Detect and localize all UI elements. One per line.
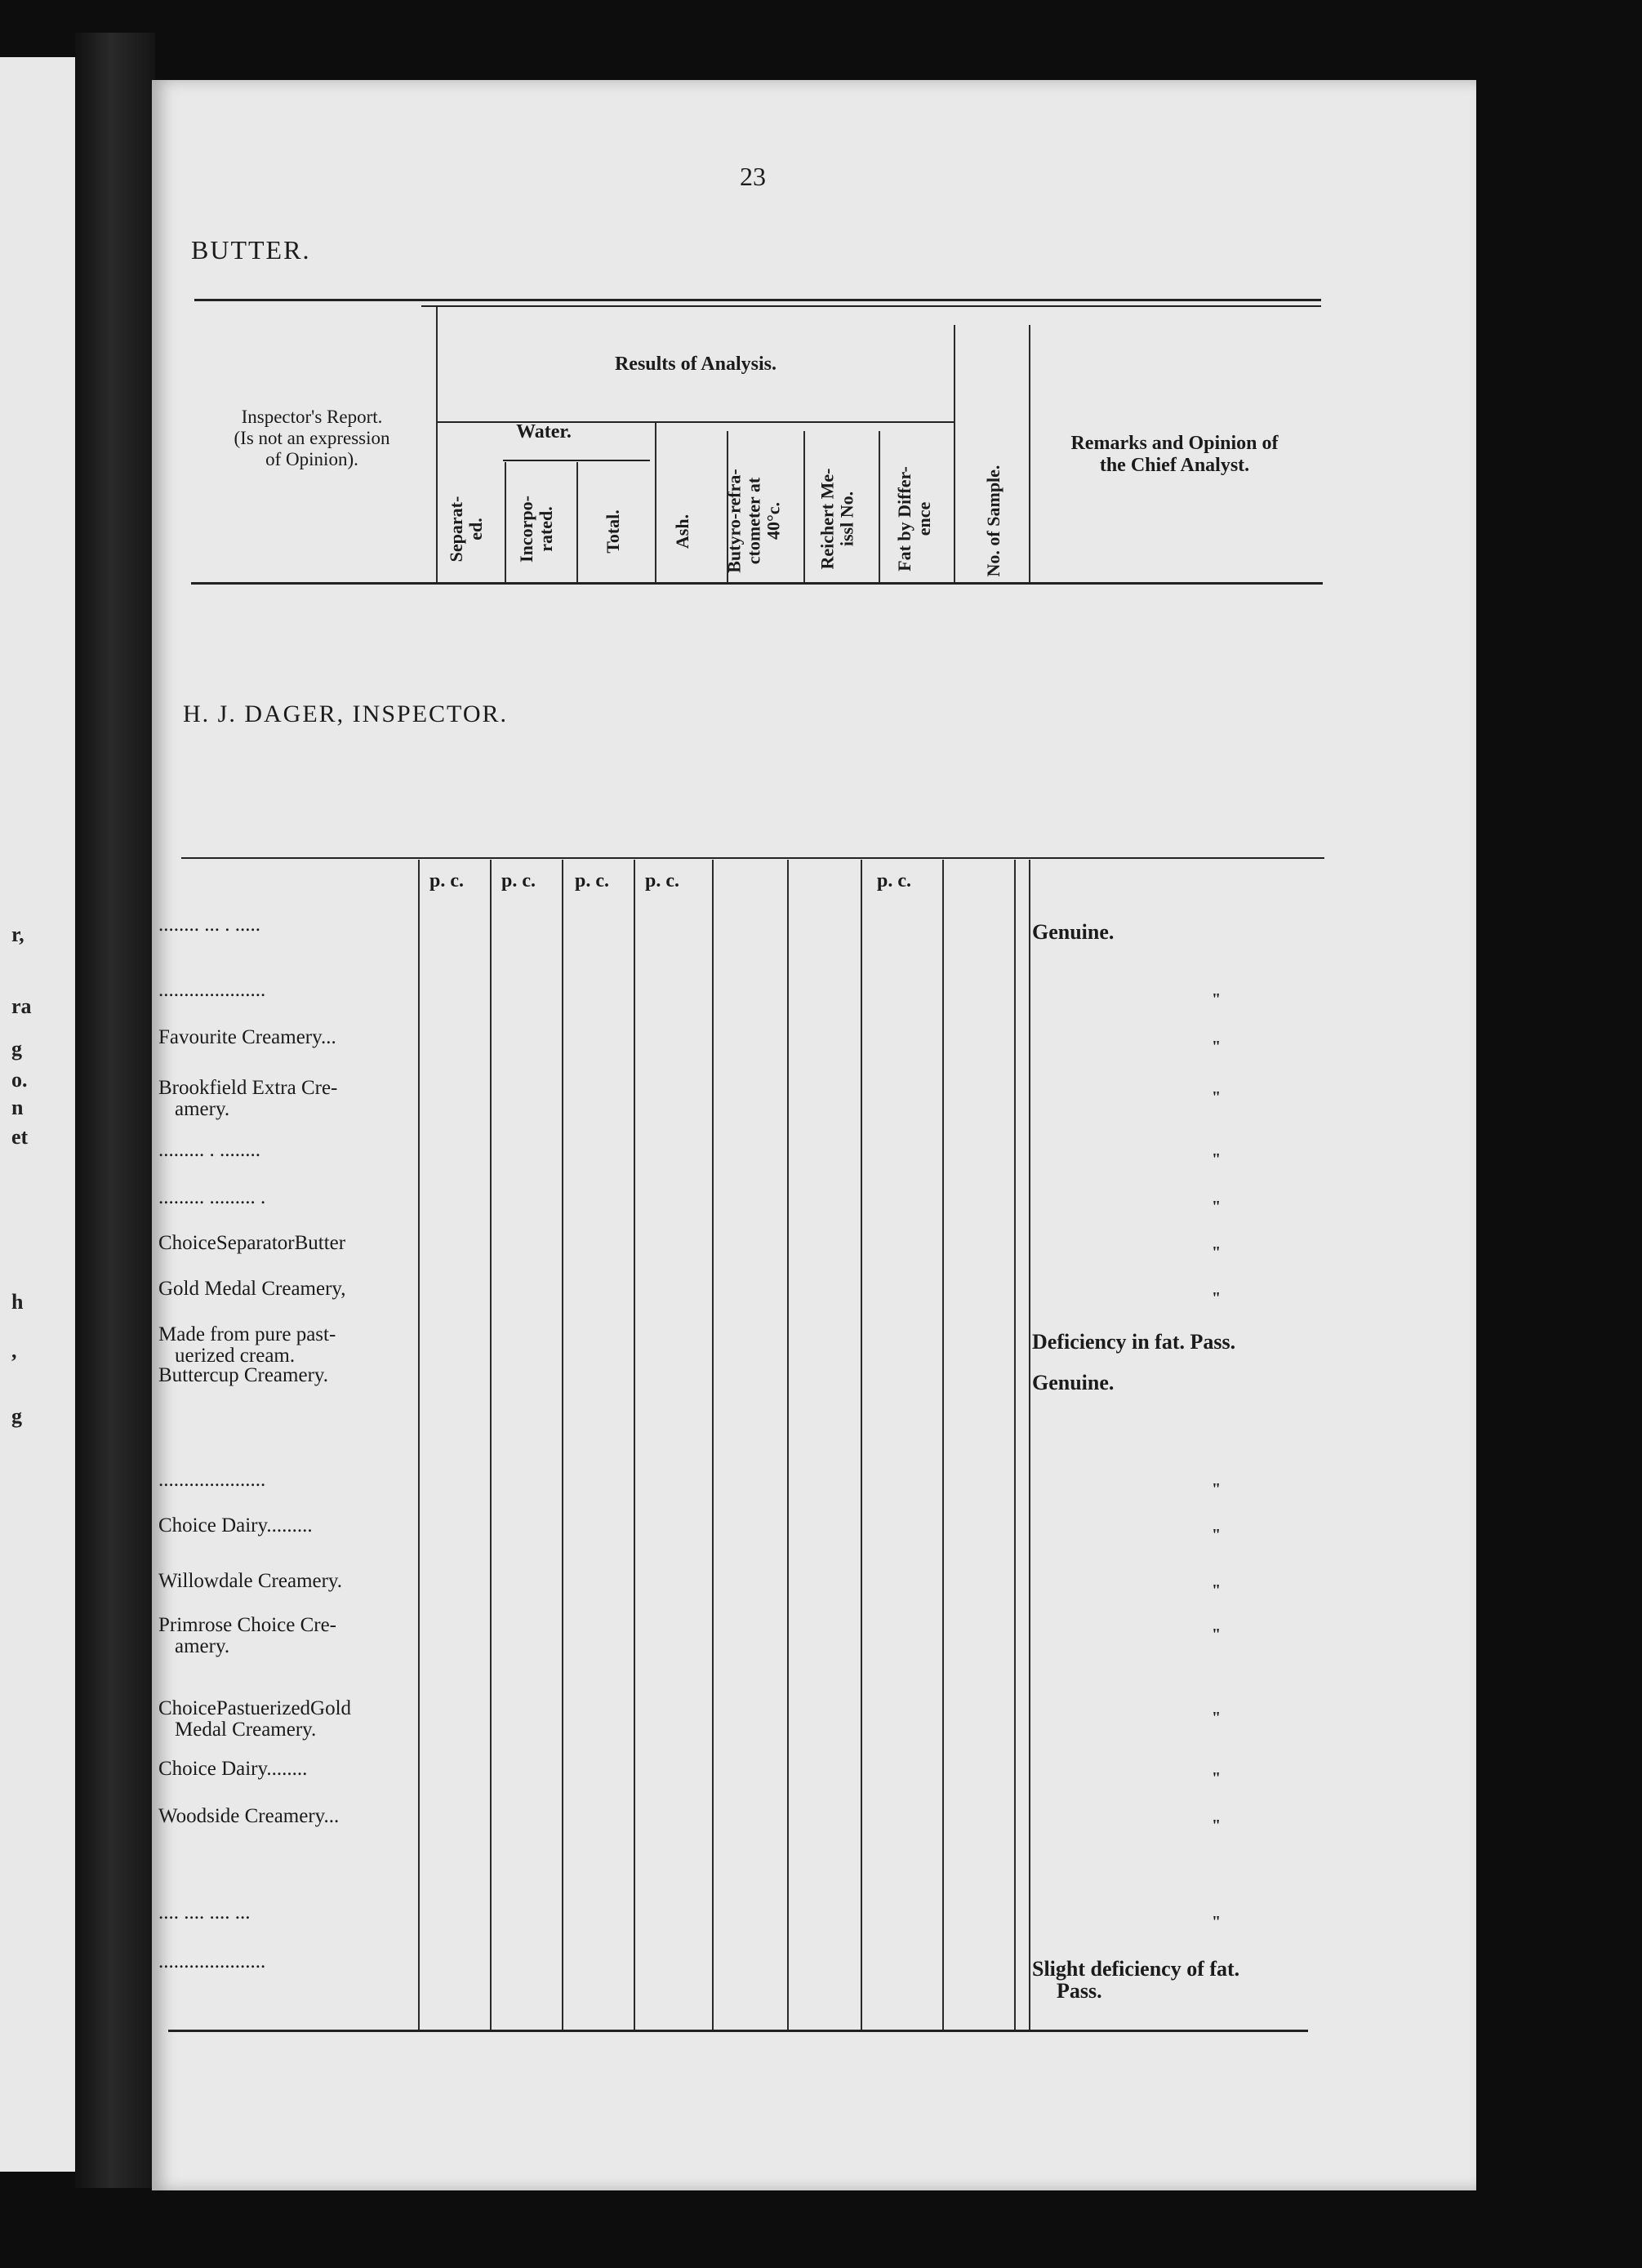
description-line: Choice Dairy.........: [158, 1514, 313, 1536]
remark-line: ": [1212, 1038, 1221, 1056]
previous-page-fragment: g: [11, 1037, 22, 1061]
description-line: Favourite Creamery...: [158, 1026, 336, 1048]
body-vline: [861, 860, 862, 2030]
previous-page-fragment: g: [11, 1404, 22, 1428]
unit-fat: p. c.: [877, 870, 911, 892]
hdr-vline: [954, 325, 955, 582]
sample-description: [158, 1571, 416, 1592]
remark: [1032, 1770, 1473, 1787]
water-header: Water.: [516, 421, 572, 442]
sample-description: [158, 1515, 416, 1536]
hdr-vline: [655, 423, 656, 582]
body-vline: [418, 860, 420, 2030]
remark-line: Genuine.: [1032, 920, 1115, 944]
remark-line: ": [1212, 1088, 1221, 1106]
description-line: ChoicePastuerizedGold: [158, 1697, 352, 1719]
description-line: ......... ......... .: [158, 1186, 266, 1208]
body-top-rule: [181, 857, 1324, 859]
section-title: BUTTER.: [191, 235, 311, 265]
remark-line: ": [1212, 1913, 1221, 1931]
remark-line: ": [1212, 1709, 1221, 1727]
sample-description: [158, 980, 416, 1001]
description-line: .....................: [158, 979, 266, 1001]
description-line: ......... . ........: [158, 1139, 260, 1161]
sample-description: [158, 1140, 416, 1161]
incorporated-header: Incorpo- rated.: [516, 496, 557, 563]
sample-description: [158, 1759, 416, 1780]
ash-header: Ash.: [672, 514, 692, 549]
inspector-report-header: Inspector's Report. (Is not an expression of Opinion).: [234, 407, 390, 469]
remark: [1032, 991, 1473, 1008]
sample-no-header: No. of Sample.: [983, 465, 1003, 577]
reichert-header: Reichert Me- issl No.: [817, 468, 857, 570]
hdr-vline: [879, 431, 880, 582]
remark-line: Deficiency in fat. Pass.: [1032, 1330, 1236, 1354]
description-line: .....................: [158, 1469, 266, 1491]
sample-description: [158, 1615, 416, 1658]
body-vline: [1014, 860, 1016, 2030]
sample-description: [158, 1365, 416, 1386]
remark: [1032, 1582, 1473, 1599]
description-line: uerized cream.: [175, 1345, 296, 1367]
description-line: Choice Dairy........: [158, 1758, 308, 1780]
body-bottom-rule: [168, 2030, 1308, 2032]
unit-ash: p. c.: [645, 870, 679, 892]
sample-description: [158, 1078, 416, 1121]
remark: [1032, 1958, 1473, 2003]
unit-total: p. c.: [575, 870, 609, 892]
description-line: Woodside Creamery...: [158, 1805, 340, 1827]
remark-line: ": [1212, 1480, 1221, 1498]
remark: [1032, 1527, 1473, 1544]
remarks-header: Remarks and Opinion of the Chief Analyst.: [1070, 433, 1279, 476]
description-line: Primrose Choice Cre-: [158, 1614, 337, 1636]
previous-page-fragment: et: [11, 1125, 29, 1149]
sample-description: [158, 1806, 416, 1827]
hdr-vline: [505, 462, 506, 582]
remark-line: ": [1212, 1769, 1221, 1787]
remark-line: ": [1212, 1817, 1221, 1834]
sample-description: [158, 1279, 416, 1300]
previous-page-fragment: h: [11, 1290, 24, 1314]
separated-header: Separat- ed.: [446, 496, 487, 563]
remark: [1032, 1331, 1473, 1353]
description-line: ChoiceSeparatorButter: [158, 1232, 346, 1254]
total-header: Total.: [603, 509, 623, 554]
remark-line: ": [1212, 1625, 1221, 1643]
body-vline: [634, 860, 635, 2030]
description-line: Medal Creamery.: [175, 1719, 317, 1741]
remark: [1032, 1151, 1473, 1168]
previous-page-fragment: o.: [11, 1068, 28, 1092]
remark: [1032, 921, 1473, 943]
sample-description: [158, 1951, 416, 1972]
description-line: Brookfield Extra Cre-: [158, 1077, 338, 1099]
remark-line: Slight deficiency of fat.: [1032, 1957, 1240, 1981]
hdr-vline: [1029, 325, 1030, 582]
inspector-heading: H. J. DAGER, INSPECTOR.: [183, 700, 508, 727]
unit-incorporated: p. c.: [501, 870, 536, 892]
sample-description: [158, 914, 416, 936]
description-line: Gold Medal Creamery,: [158, 1278, 346, 1300]
remark: [1032, 1626, 1473, 1643]
header-top-rule-2: [421, 305, 1321, 307]
description-line: .... .... .... ...: [158, 1901, 251, 1923]
body-vline: [787, 860, 789, 2030]
description-line: Willowdale Creamery.: [158, 1570, 343, 1592]
remark: [1032, 1372, 1473, 1394]
remark: [1032, 1198, 1473, 1216]
description-line: amery.: [175, 1635, 230, 1658]
page-number: 23: [740, 162, 766, 191]
remark-line: ": [1212, 1243, 1221, 1261]
header-top-rule: [194, 299, 1321, 301]
sample-description: [158, 1324, 416, 1367]
previous-page-edge: [0, 57, 75, 2172]
remark: [1032, 1290, 1473, 1307]
butyro-header: Butyro-refra- ctometer at 40°c.: [723, 469, 784, 573]
results-of-analysis-header: Results of Analysis.: [614, 354, 777, 375]
previous-page-fragment: ,: [11, 1339, 17, 1363]
hdr-vline: [576, 462, 578, 582]
remark-line: Pass.: [1057, 1979, 1102, 2003]
remark: [1032, 1038, 1473, 1056]
remark-line: ": [1212, 1198, 1221, 1216]
remark: [1032, 1244, 1473, 1261]
remark: [1032, 1817, 1473, 1834]
description-line: ........ ... . .....: [158, 914, 260, 936]
unit-separated: p. c.: [429, 870, 464, 892]
description-line: Made from pure past-: [158, 1323, 336, 1345]
body-vline: [562, 860, 563, 2030]
sample-description: [158, 1902, 416, 1923]
fat-header: Fat by Differ- ence: [894, 466, 935, 571]
remark-line: ": [1212, 1581, 1221, 1599]
remark-line: ": [1212, 990, 1221, 1008]
previous-page-fragment: r,: [11, 923, 24, 946]
remark: [1032, 1089, 1473, 1106]
previous-page-fragment: ra: [11, 994, 32, 1018]
body-vline: [942, 860, 944, 2030]
description-line: Buttercup Creamery.: [158, 1364, 329, 1386]
remark: [1032, 1481, 1473, 1498]
body-vline: [490, 860, 492, 2030]
remark: [1032, 1914, 1473, 1931]
remark-line: ": [1212, 1526, 1221, 1544]
previous-page-fragment: n: [11, 1096, 24, 1119]
sample-description: [158, 1470, 416, 1491]
description-line: .....................: [158, 1950, 266, 1972]
hdr-vline: [803, 431, 805, 582]
document-page: [152, 80, 1476, 2190]
book-gutter: [75, 33, 155, 2188]
description-line: amery.: [175, 1098, 230, 1121]
sample-description: [158, 1027, 416, 1048]
remark-line: ": [1212, 1289, 1221, 1307]
body-vline: [1029, 860, 1030, 2030]
hdr-vline: [436, 307, 438, 582]
sample-description: [158, 1187, 416, 1208]
remark-line: Genuine.: [1032, 1371, 1115, 1394]
remark: [1032, 1710, 1473, 1727]
body-vline: [712, 860, 714, 2030]
sample-description: [158, 1698, 416, 1741]
sample-description: [158, 1233, 416, 1254]
remark-line: ": [1212, 1150, 1221, 1168]
